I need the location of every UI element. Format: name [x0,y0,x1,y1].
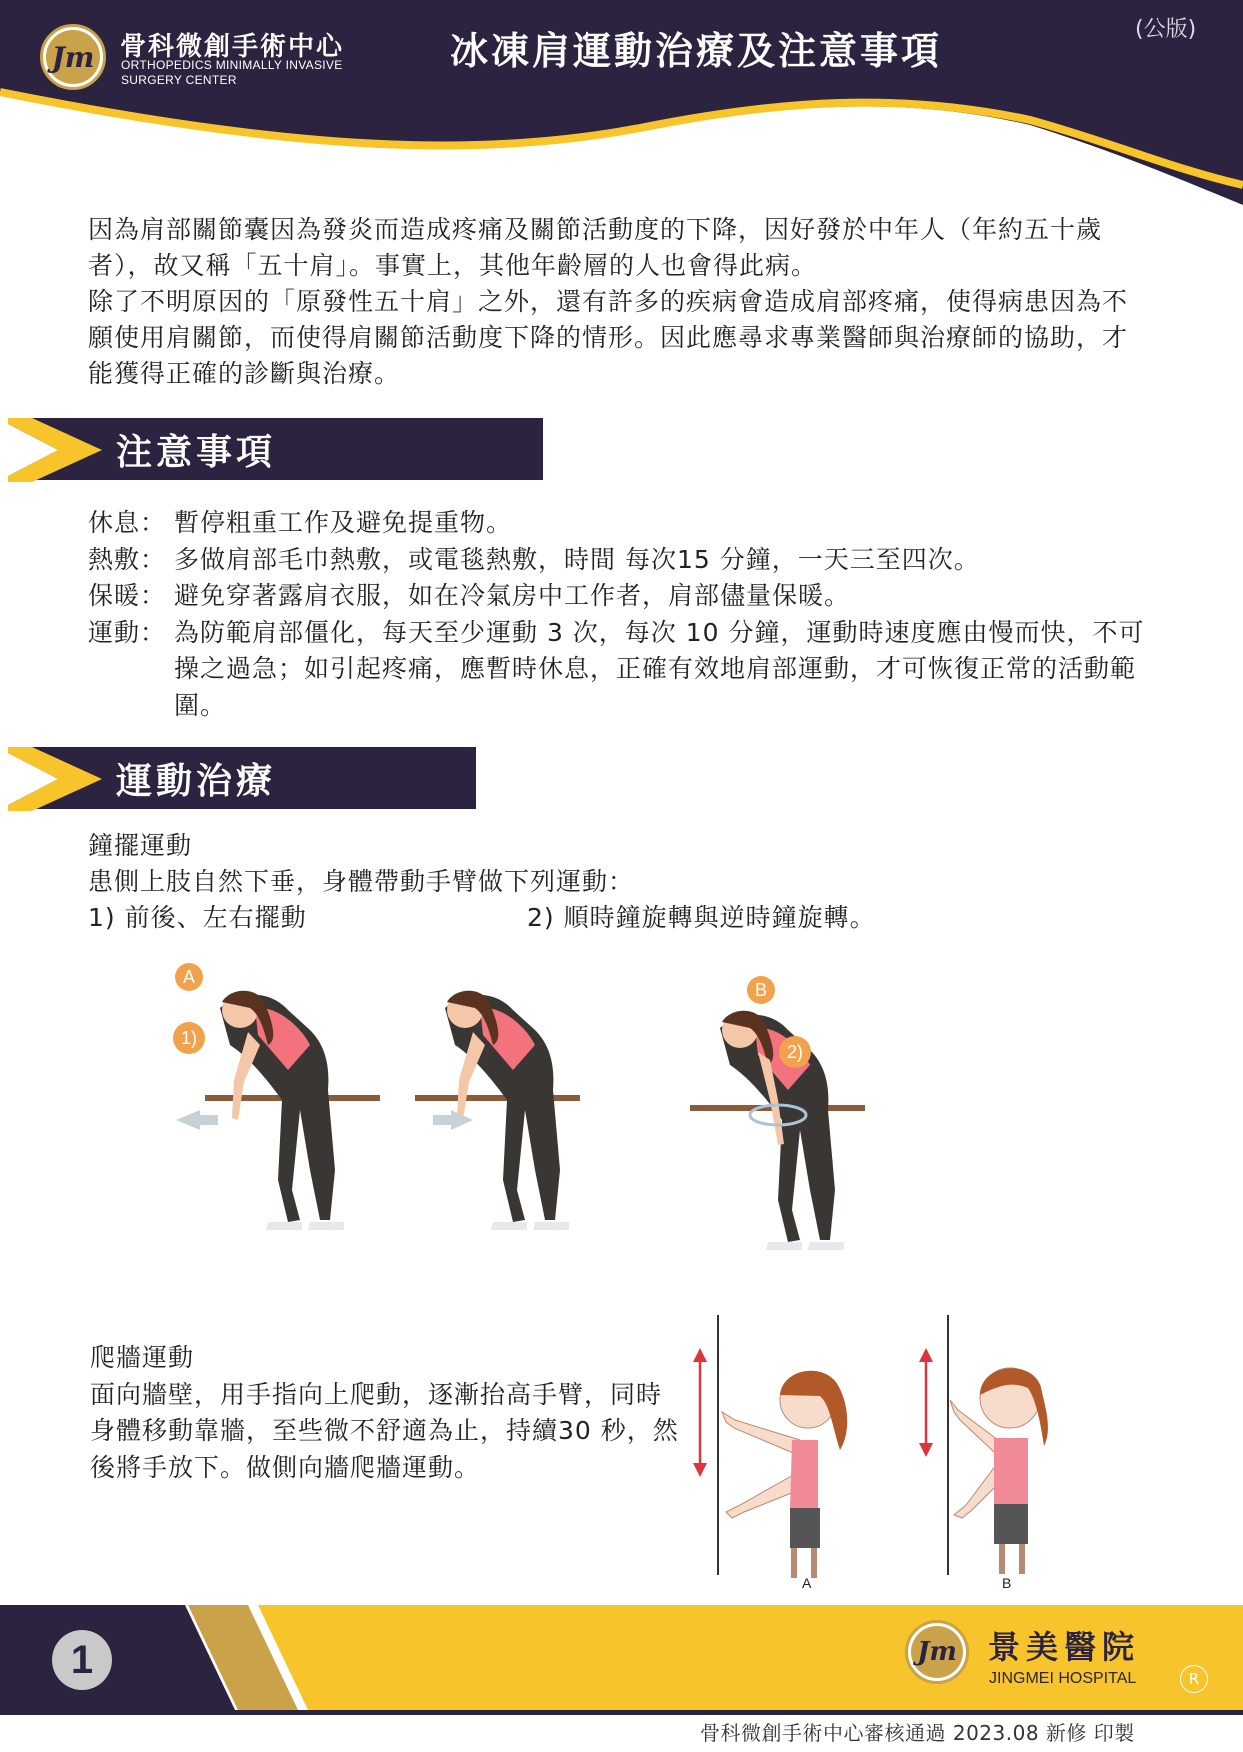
wall-figure-label-a: A [802,1575,812,1590]
note-key: 保暖： [88,581,167,610]
pendulum-description: 患側上肢自然下垂，身體帶動手臂做下列運動： [88,867,635,896]
figure-rotation [690,1011,865,1250]
pendulum-step-2: 2) 順時鐘旋轉與逆時鐘旋轉。 [527,903,876,932]
wall-figure-label-b: B [1002,1575,1012,1590]
note-item [88,615,1148,725]
intro-paragraph-1: 因為肩部關節囊因為發炎而造成疼痛及關節活動度的下降，因好發於中年人（年約五十歲者），故又稱「五十肩」。事實上，其他年齡層的人也會得此病。 [88,215,1103,280]
figure-facing-wall [693,1315,847,1590]
wall-climb-description: 面向牆壁，用手指向上爬動，逐漸抬高手臂，同時身體移動靠牆，至些微不舒適為止，持續30 秒，然後將手放下。做側向牆爬牆運動。 [90,1379,679,1482]
badge-b: B [747,976,775,1004]
note-text: 多做肩部毛巾熱敷，或電毯熱敷，時間 每次15 分鐘，一天三至四次。 [174,544,980,574]
section-title-exercise: 運動治療 [116,760,277,802]
registered-mark: R [1180,1665,1208,1693]
note-text: 為防範肩部僵化，每天至少運動 3 次，每次 10 分鐘，運動時速度應由慢而快，不可操之過急；如引起疼痛，應暫時休息，正確有效地肩部運動，才可恢復正常的活動範圍。 [174,617,1145,720]
pendulum-step-1: 1) 前後、左右擺動 [88,903,307,932]
section-header-exercise [8,747,476,809]
edition-label: (公版) [1135,17,1197,42]
note-item [88,505,1148,542]
print-note: 骨科微創手術中心審核通過 2023.08 新修 印製 [700,1721,1135,1745]
page-number: 1 [52,1630,112,1690]
badge-a: A [175,963,203,991]
badge-step-1: 1) [173,1022,205,1054]
wall-climb-title: 爬牆運動 [90,1343,195,1372]
section-header-notes [8,418,543,480]
chevron-arrow-icon [8,412,118,488]
pendulum-title: 鐘擺運動 [88,831,193,860]
center-logo [40,24,106,90]
center-logo-mark: Jm [46,30,100,84]
hospital-logo [905,1620,969,1684]
page-title: 冰凍肩運動治療及注意事項 [450,28,943,73]
chevron-arrow-icon [8,741,118,817]
figure-forward-back [176,991,380,1230]
badge-step-2: 2) [779,1036,811,1068]
hospital-name-en: JINGMEI HOSPITAL [989,1670,1137,1687]
note-text: 避免穿著露肩衣服，如在冷氣房中工作者，肩部儘量保暖。 [174,581,851,610]
hospital-name: 景美醫院 [988,1628,1141,1666]
intro-text [88,212,1148,392]
hospital-logo-mark: Jm [911,1626,963,1678]
figure-side-to-side [415,991,580,1230]
note-key: 熱敷： [88,544,167,574]
section-title-notes: 注意事項 [116,431,277,473]
center-name: 骨科微創手術中心 [120,32,345,62]
note-key: 休息： [88,508,167,537]
note-item [88,578,1148,615]
wall-climb-text [90,1340,680,1486]
note-text: 暫停粗重工作及避免提重物。 [174,508,513,537]
notes-list [88,505,1148,724]
note-key: 運動： [88,617,167,647]
figure-side-wall [919,1315,1048,1590]
wall-climb-illustration [680,1300,1140,1590]
center-name-en: ORTHOPEDICS MINIMALLY INVASIVE SURGERY CENTER [121,58,343,87]
intro-paragraph-2: 除了不明原因的「原發性五十肩」之外，還有許多的疾病會造成肩部疼痛，使得病患因為不願使用肩關節，而使得肩關節活動度下降的情形。因此應尋求專業醫師與治療師的協助，才能獲得正確的診斷與治療。 [88,287,1129,388]
note-item [88,542,1148,579]
pendulum-exercise-illustration [160,950,960,1250]
